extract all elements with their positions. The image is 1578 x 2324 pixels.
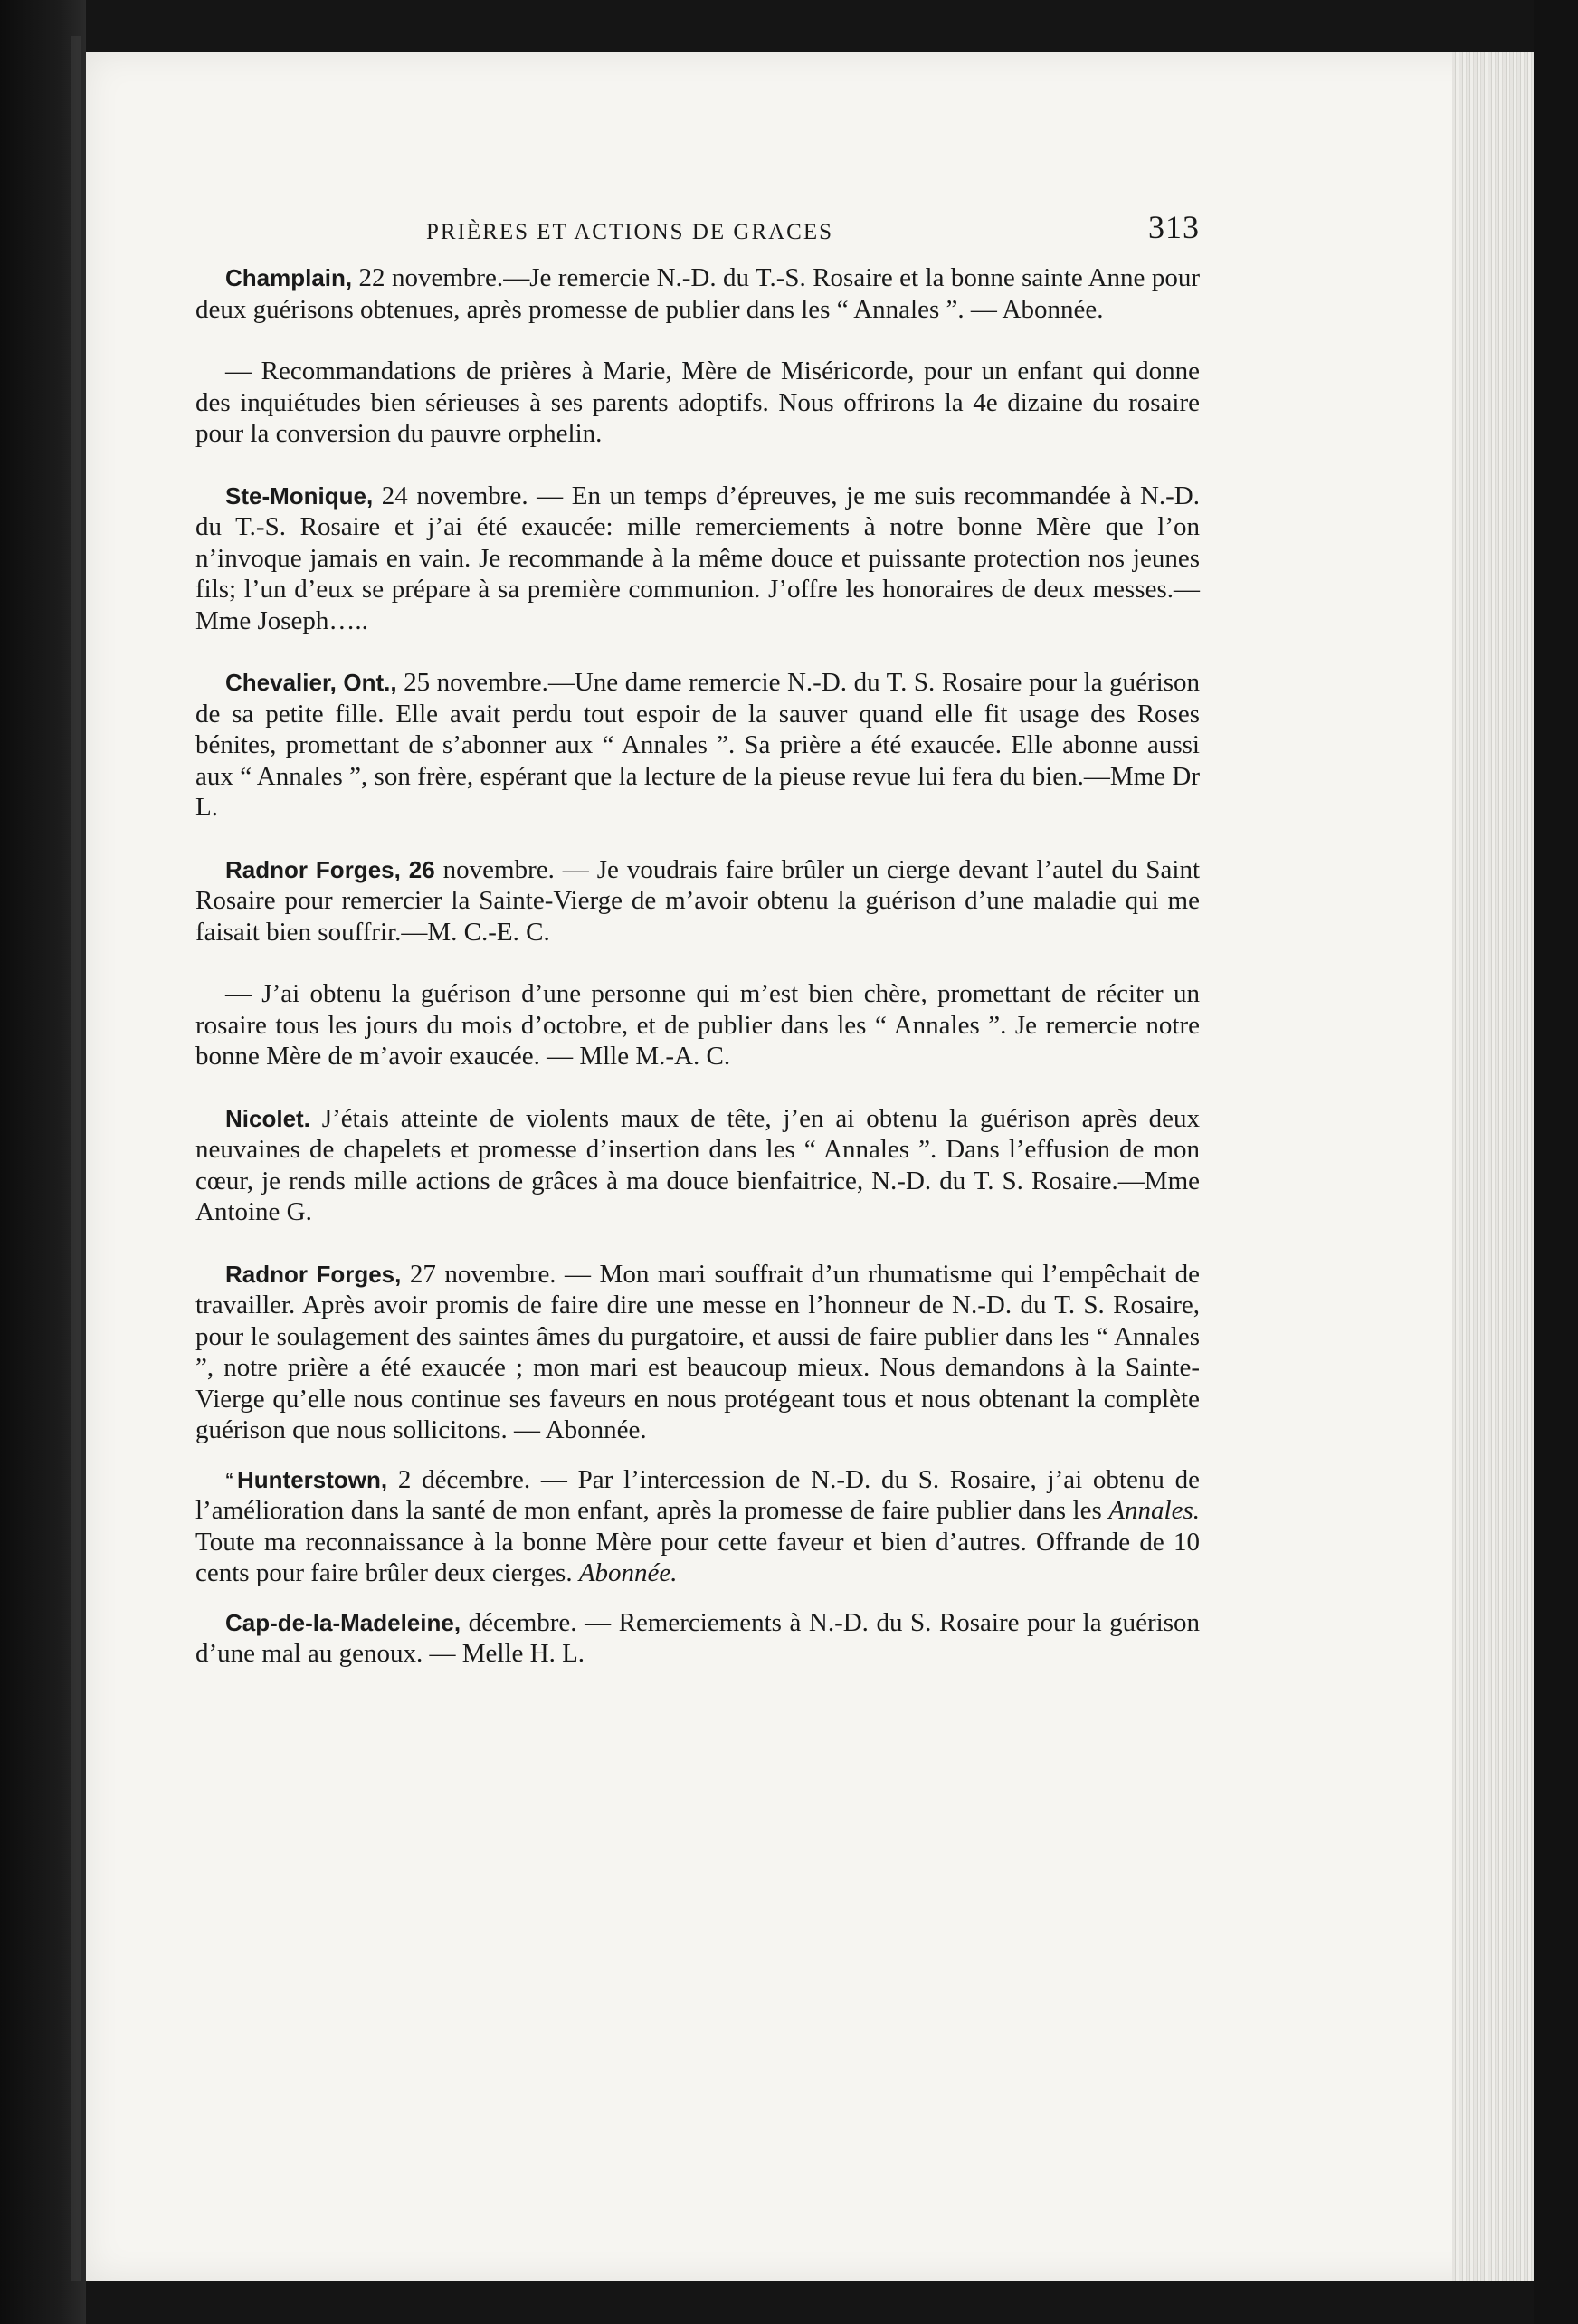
ink-mark: “ <box>225 1470 233 1489</box>
page-stack-edge <box>1452 52 1534 2281</box>
binding-strip <box>71 36 81 2281</box>
running-title: PRIÈRES ET ACTIONS DE GRACES <box>426 220 834 244</box>
page-number: 313 <box>1148 209 1200 245</box>
entry-hunterstown <box>195 1464 1200 1589</box>
entry-text: — J’ai obtenu la guérison d’une personne qui m’est bien chère, promettant de réciter un rosaire tous les jours du mois d’octobre, et de publier dans les “ Annales ”. Je remercie notre bonne Mère de m’avoir exaucée. — Mlle M.-A. C. <box>195 979 1200 1071</box>
entry-date: 25 novembre. <box>396 668 548 697</box>
entry-text: — Recommandations de prières à Marie, Mère de Miséricorde, pour un enfant qui donne des inquiétudes bien sérieuses à ses parents adoptifs. Nous offrirons la 4e dizaine du rosaire pour la conversion du pauvre orphelin. <box>195 357 1200 448</box>
entry-place: Chevalier, Ont., <box>225 669 397 696</box>
entry-text: — Je voudrais faire brûler un cierge devant l’autel du Saint Rosaire pour remercier la Sainte-Vierge de m’avoir obtenu la guérison d’une maladie qui me faisait bien souffrir.—M. C.-E. C. <box>195 854 1200 947</box>
entry-chevalier <box>195 667 1200 824</box>
entry-date: 22 novembre. <box>352 263 504 292</box>
entry-date: 24 novembre. <box>373 481 528 510</box>
entry-place: Radnor Forges, <box>225 1260 402 1288</box>
entry-text-2: Toute ma reconnaissance à la bonne Mère pour cette faveur et bien d’autres. Offrande de 10 cents pour faire brûler deux cierges. <box>195 1527 1200 1587</box>
running-head <box>195 209 1200 262</box>
entry-text: — Mon mari souffrait d’un rhumatisme qui l’empêchait de travailler. Après avoir promis de faire dire une messe en l’honneur de N.-D. du T. S. Rosaire, pour le soulagement des saintes âmes du purgatoire, et aussi de faire publier dans les “ Annales ”, notre prière a été exaucée ; mon mari est beaucoup mieux. Nous demandons à la Sainte-Vierge qu’elle nous continue ses faveurs en nous protégeant tous et nous obtenant la complète guérison que nous sollicitons. — Abonnée. <box>195 1259 1200 1444</box>
entry-italic: Annales. <box>1108 1496 1200 1525</box>
entry-text: J’étais atteinte de violents maux de tête, j’en ai obtenu la guérison après deux neuvaines de chapelets et promesse d’insertion dans les “ Annales ”. Dans l’effusion de mon cœur, je rends mille actions de grâces à ma douce bienfaitrice, N.-D. du T. S. Rosaire.—Mme Antoine G. <box>195 1103 1200 1226</box>
entry-text: — Remerciements à N.-D. du S. Rosaire pour la guérison d’une mal au genoux. — Melle H. L. <box>195 1607 1200 1668</box>
entry-champlain <box>195 262 1200 325</box>
entry-ste-monique <box>195 481 1200 637</box>
entry-nicolet <box>195 1103 1200 1228</box>
entry-recommandations <box>195 356 1200 450</box>
entry-text: —Une dame remercie N.-D. du T. S. Rosaire pour la guérison de sa petite fille. Elle avait perdu tout espoir de la sauver quand elle fit usage des Roses bénites, promettant de s’abonner aux “ Annales ”. Sa prière a été exaucée. Elle abonne aussi aux “ Annales ”, son frère, espérant que la lecture de la pieuse revue lui fera du bien.—Mme Dr L. <box>195 668 1200 822</box>
entry-place: Hunterstown, <box>237 1465 388 1493</box>
entry-radnor-forges-26 <box>195 854 1200 948</box>
entry-place: Nicolet. <box>225 1104 310 1132</box>
entry-text: — En un temps d’épreuves, je me suis recommandée à N.-D. du T.-S. Rosaire et j’ai été exaucée: mille remerciements à notre bonne Mère que l’on n’invoque jamais en vain. Je recommande à la même douce et puissante protection nos jeunes fils; l’un d’eux se prépare à sa première communion. J’offre les honoraires de deux messes.—Mme Joseph….. <box>195 481 1200 635</box>
entry-text: — Par l’intercession de N.-D. du S. Rosaire, j’ai obtenu de l’amélioration dans la santé de mon enfant, après la promesse de faire publier dans les <box>195 1464 1200 1525</box>
entry-cap-de-la-madeleine <box>195 1607 1200 1670</box>
entry-signature: Abonnée. <box>578 1558 678 1587</box>
entry-date: 27 novembre. <box>401 1259 556 1289</box>
entry-guerison <box>195 978 1200 1072</box>
entry-date: novembre. <box>434 854 555 884</box>
page-content <box>195 209 1200 1700</box>
entry-place: Ste-Monique, <box>225 481 374 510</box>
entry-date: 2 décembre. <box>387 1464 531 1494</box>
entry-place: Champlain, <box>225 264 353 291</box>
entry-place: Radnor Forges, 26 <box>225 855 435 883</box>
entry-date: décembre. <box>461 1607 577 1637</box>
entry-radnor-forges-27 <box>195 1259 1200 1446</box>
entry-text: —Je remercie N.-D. du T.-S. Rosaire et la bonne sainte Anne pour deux guérisons obtenues, après promesse de publier dans les “ Annales ”. — Abonnée. <box>195 263 1200 324</box>
scan-border-right <box>1534 0 1578 2324</box>
entry-place: Cap-de-la-Madeleine, <box>225 1608 461 1636</box>
